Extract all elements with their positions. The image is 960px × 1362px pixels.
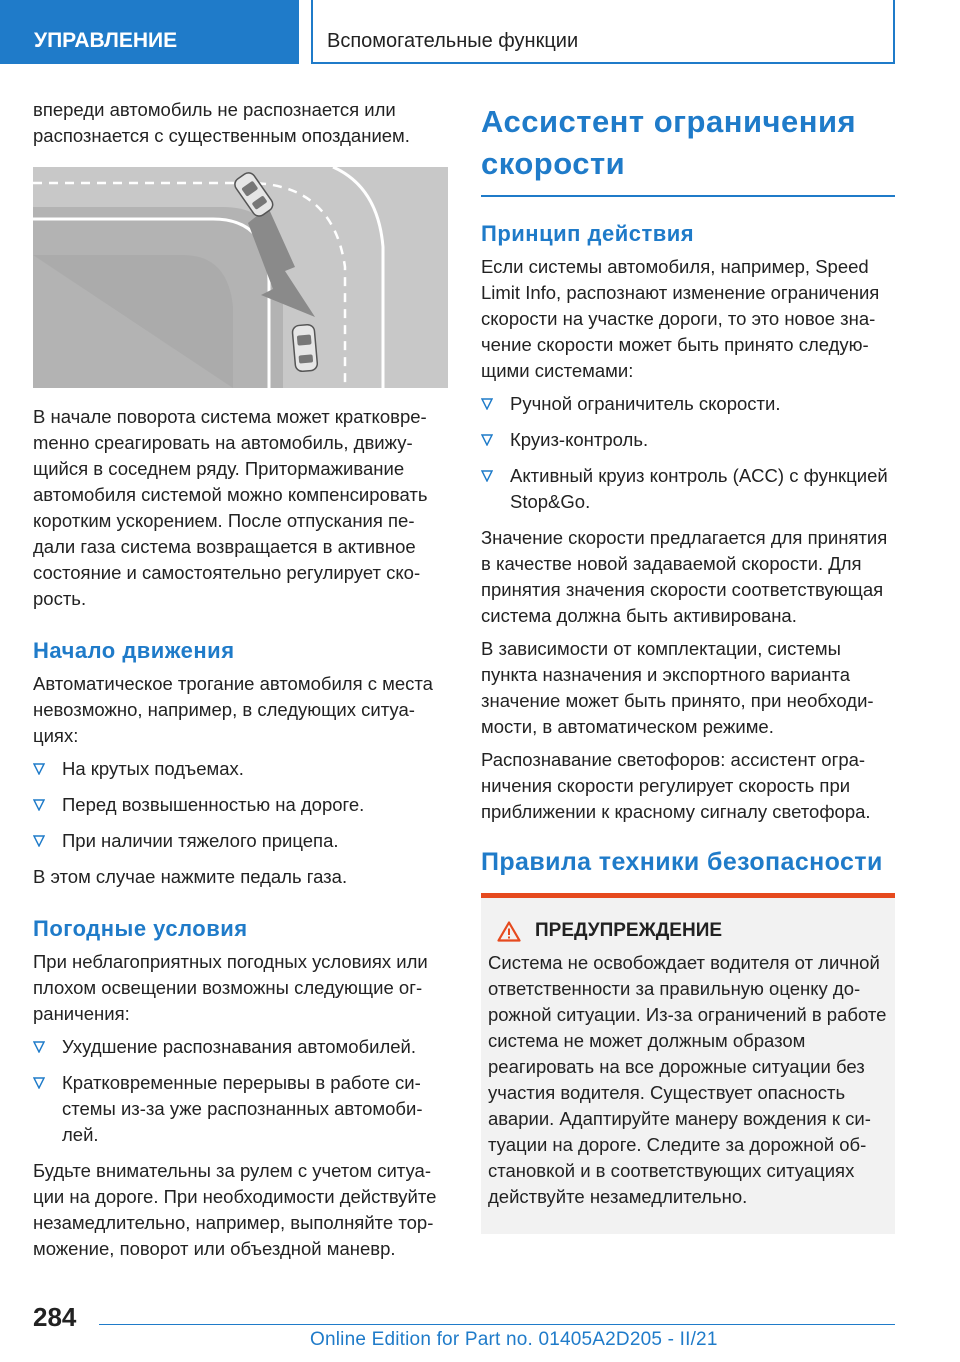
- list-item: Кратковременные перерывы в работе системы из-за уже распознанных автомобилей.: [33, 1070, 448, 1148]
- weather-text: При неблагоприятных погодных условиях или плохом освещении возможны следующие ограничения:: [33, 951, 428, 1024]
- start-after: В этом случае нажмите педаль газа.: [33, 866, 348, 887]
- edition-footer: Online Edition for Part no. 01405A2D205 - II/21: [310, 1329, 718, 1350]
- curve-paragraph: В начале поворота система может кратковреmенно среагировать на автомобиль, движущийся в соседнем ряду. Притормаживание автомобиля системой можно компенсировать коротким ускорением. После отпускания педали газа система возвращается в активное состояние и самостоятельно регулирует скорость.: [33, 406, 428, 609]
- triangle-bullet-icon: [33, 763, 45, 775]
- section-title-speed-assistant: Ассистент ограничения скорости: [481, 104, 857, 181]
- triangle-bullet-icon: [33, 835, 45, 847]
- principle-para-3: Распознавание светофоров: ассистент ограничения скорости регулирует скорость при приближении к красному сигналу светофора.: [481, 749, 871, 822]
- title-divider: [481, 195, 895, 197]
- list-item: Круиз-контроль.: [481, 427, 895, 453]
- principle-para-2: В зависимости от комплектации, системы пункта назначения и экспортного варианта значение может быть принято, при необходимости, в автоматическом режиме.: [481, 638, 874, 737]
- list-item: Перед возвышенностью на дороге.: [33, 792, 448, 818]
- principle-heading: Принцип действия: [481, 221, 695, 246]
- warning-title-row: [488, 918, 887, 944]
- list-item: Активный круиз контроль (ACC) с функцией Stop&Go.: [481, 463, 895, 515]
- car-own: [292, 324, 318, 372]
- systems-list: [481, 391, 895, 515]
- intro-paragraph: впереди автомобиль не распознается или распознается с существенным опозданием.: [33, 99, 410, 146]
- footer-divider: [99, 1324, 895, 1325]
- list-item: На крутых подъемах.: [33, 756, 448, 782]
- warning-box: [481, 893, 895, 1234]
- warning-triangle-icon: [497, 921, 521, 942]
- section-title: УПРАВЛЕНИЕ: [34, 29, 178, 52]
- warning-title: ПРЕДУПРЕЖДЕНИЕ: [535, 920, 723, 941]
- triangle-bullet-icon: [481, 434, 493, 446]
- right-column: [481, 97, 895, 1234]
- list-item: Ручной ограничитель скорости.: [481, 391, 895, 417]
- principle-text: Если системы автомобиля, например, Speed Limit Info, распознают изменение ограничения скорости на участке дороги, то это новое значение скорости может быть принято следующими системами:: [481, 256, 880, 381]
- start-heading: Начало движения: [33, 638, 235, 663]
- list-item: При наличии тяжелого прицепа.: [33, 828, 448, 854]
- weather-list: [33, 1034, 448, 1148]
- triangle-bullet-icon: [481, 398, 493, 410]
- triangle-bullet-icon: [481, 470, 493, 482]
- page-number: 284: [33, 1302, 77, 1332]
- chapter-header: [311, 0, 895, 64]
- section-tab: [0, 0, 299, 64]
- safety-heading: Правила техники безопасности: [481, 848, 883, 876]
- weather-after: Будьте внимательны за рулем с учетом ситуации на дороге. При необходимости действуйте незамедлительно, например, выполняйте торможение, поворот или объездной маневр.: [33, 1160, 437, 1259]
- principle-para-1: Значение скорости предлагается для принятия в качестве новой задаваемой скорости. Для принятия значения скорости соответствующая система должна быть активирована.: [481, 527, 888, 626]
- weather-heading: Погодные условия: [33, 916, 248, 941]
- triangle-bullet-icon: [33, 1041, 45, 1053]
- list-item: Ухудшение распознавания автомобилей.: [33, 1034, 448, 1060]
- triangle-bullet-icon: [33, 1077, 45, 1089]
- curve-road-illustration: [33, 167, 448, 388]
- triangle-bullet-icon: [33, 799, 45, 811]
- start-list: [33, 756, 448, 854]
- chapter-title: Вспомогательные функции: [327, 30, 579, 52]
- start-text: Автоматическое трогание автомобиля с места невозможно, например, в следующих ситуациях:: [33, 673, 433, 746]
- warning-text: Система не освобождает водителя от личной ответственности за правильную оценку дорожной ситуации. Из-за ограничений в работе система не может должным образом реагировать на все дорожные ситуации без участия водителя. Существует опасность аварии. Адаптируйте манеру вождения к ситуации на дороге. Следите за дорожной обстановкой и в соответствующих ситуациях действуйте незамедлительно.: [488, 952, 887, 1207]
- left-column: [33, 97, 448, 1269]
